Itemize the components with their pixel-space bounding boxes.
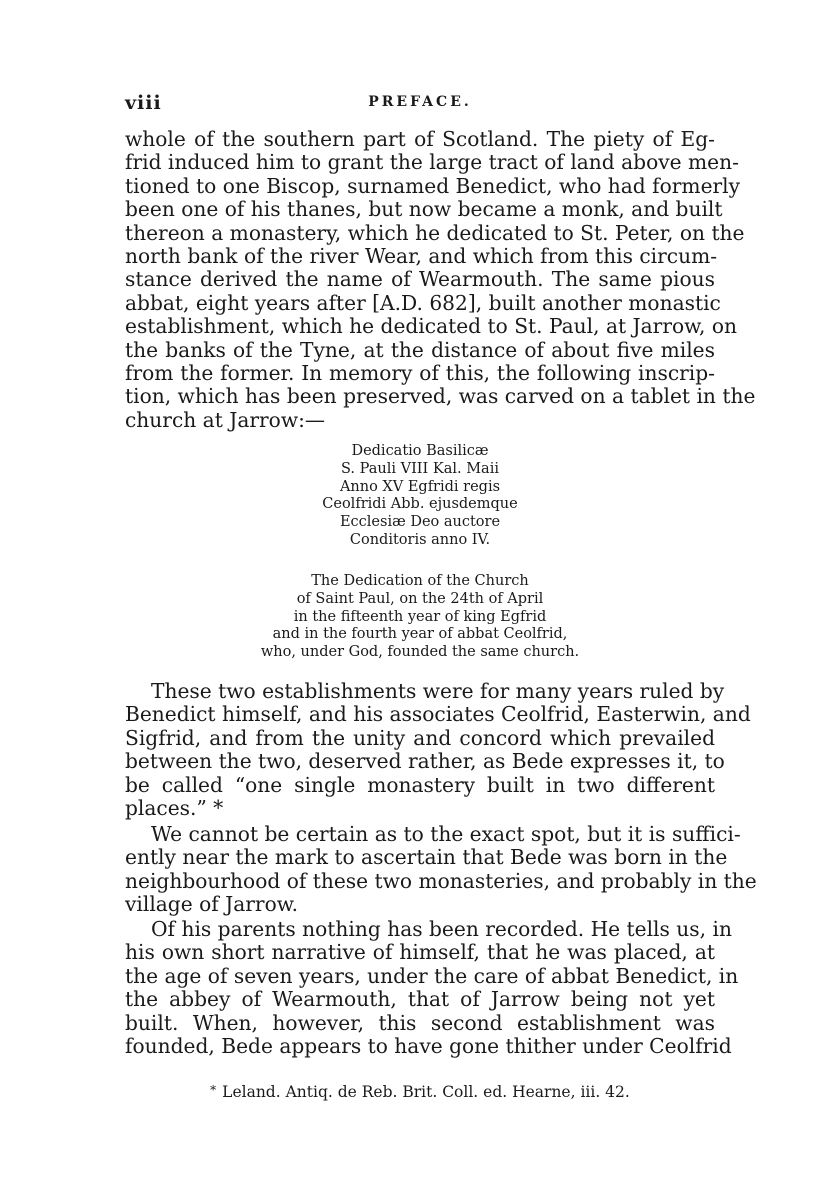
translation-line: and in the fourth year of abbat Ceolfrid,	[272, 626, 568, 643]
text-line: the abbey of Wearmouth, that of Jarrow being not yet	[125, 987, 715, 1012]
text-line: village of Jarrow.	[125, 892, 299, 917]
footnote-text: Leland. Antiq. de Reb. Brit. Coll. ed. Hearne, iii. 42.	[222, 1083, 630, 1101]
text-line: We cannot be certain as to the exact spot, but it is suffici-	[151, 822, 741, 846]
text-line: church at Jarrow:—	[125, 407, 326, 432]
text-line: Benedict himself, and his associates Ceolfrid, Easterwin, and	[125, 702, 751, 727]
inscription-translation	[245, 573, 595, 662]
text-line: Sigfrid, and from the unity and concord which prevailed	[125, 725, 715, 750]
inscription-line: Ecclesiæ Deo auctore	[339, 514, 501, 531]
text-line: the age of seven years, under the care of abbat Benedict, in	[125, 963, 739, 988]
translation-line: The Dedication of the Church	[311, 573, 529, 589]
text-line: founded, Bede appears to have gone thither under Ceolfrid	[125, 1034, 732, 1059]
paragraph-3	[125, 822, 757, 917]
text-line: his own short narrative of himself, that he was placed, at	[125, 940, 715, 965]
page-header	[125, 92, 715, 116]
inscription-line: S. Pauli VIII Kal. Maii	[341, 460, 499, 477]
text-line: These two establishments were for many years ruled by	[151, 679, 725, 703]
text-line: whole of the southern part of Scotland. The piety of Eg-	[125, 127, 715, 151]
paragraph-4	[125, 917, 739, 1059]
text-line: places.” *	[125, 796, 224, 821]
text-line: frid induced him to grant the large tract of land above men-	[125, 150, 739, 175]
text-line: tion, which has been preserved, was carved on a tablet in the	[125, 384, 756, 409]
text-line: abbat, eight years after [A.D. 682], built another monastic	[125, 290, 721, 315]
paragraph-1	[125, 127, 756, 432]
text-line: neighbourhood of these two monasteries, and probably in the	[125, 868, 757, 893]
paragraph-2	[125, 679, 751, 821]
text-line: establishment, which he dedicated to St. Paul, at Jarrow, on	[125, 314, 737, 339]
latin-inscription	[320, 443, 520, 550]
text-line: Of his parents nothing has been recorded. He tells us, in	[151, 917, 732, 941]
text-line: be called “one single monastery built in two different	[125, 772, 715, 797]
text-line: tioned to one Biscop, surnamed Benedict, who had formerly	[125, 173, 741, 198]
inscription-line: Anno XV Egfridi regis	[339, 478, 501, 495]
translation-line: who, under God, founded the same church.	[260, 644, 580, 661]
text-line: the banks of the Tyne, at the distance of about five miles	[125, 337, 715, 362]
translation-line: in the fifteenth year of king Egfrid	[293, 608, 547, 625]
inscription-line: Ceolfridi Abb. ejusdemque	[322, 496, 518, 513]
inscription-line: Dedicatio Basilicæ	[351, 443, 489, 459]
text-line: ently near the mark to ascertain that Bede was born in the	[125, 845, 728, 870]
page-number: viii	[125, 92, 162, 114]
text-line: been one of his thanes, but now became a monk, and built	[125, 197, 723, 222]
text-line: stance derived the name of Wearmouth. The same pious	[125, 267, 715, 292]
text-line: from the former. In memory of this, the following inscrip-	[125, 361, 715, 386]
text-line: north bank of the river Wear, and which from this circum-	[125, 244, 718, 269]
text-line: thereon a monastery, which he dedicated to St. Peter, on the	[125, 220, 745, 245]
translation-line: of Saint Paul, on the 24th of April	[296, 590, 544, 607]
text-line: built. When, however, this second establishment was	[125, 1010, 715, 1035]
text-line: between the two, deserved rather, as Bede expresses it, to	[125, 749, 725, 774]
footnote	[125, 1083, 715, 1101]
inscription-line: Conditoris anno IV.	[349, 531, 491, 548]
running-head: PREFACE.	[368, 94, 472, 110]
footnote-marker: *	[210, 1083, 217, 1097]
